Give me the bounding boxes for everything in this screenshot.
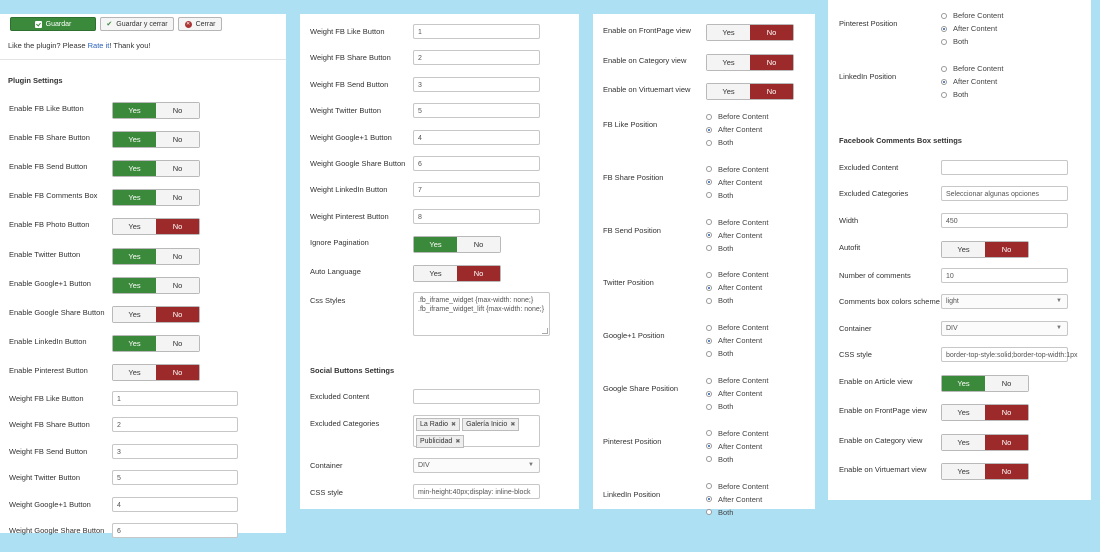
- fb-share-position-radio-group: [706, 163, 768, 202]
- enable-on-virtuemart-view-toggle[interactable]: [941, 463, 1029, 480]
- radio-label: After Content: [718, 494, 763, 504]
- radio-option[interactable]: [706, 281, 768, 294]
- weight-google-share-button-input[interactable]: 6: [413, 156, 540, 171]
- excluded-content-label: Excluded Content: [310, 392, 370, 401]
- ignore-pagination-toggle[interactable]: [413, 236, 501, 253]
- yes-option[interactable]: Yes: [113, 132, 156, 147]
- enable-twitter-button-toggle[interactable]: [112, 248, 200, 265]
- autofit-toggle[interactable]: [941, 241, 1029, 258]
- enable-fb-share-button-toggle[interactable]: [112, 131, 200, 148]
- yes-option[interactable]: Yes: [113, 307, 156, 322]
- yes-option[interactable]: Yes: [942, 405, 985, 420]
- google-1-position-radio-group: [706, 321, 768, 360]
- radio-icon[interactable]: [706, 298, 712, 304]
- no-option[interactable]: No: [750, 55, 793, 70]
- radio-option[interactable]: [706, 189, 768, 202]
- yes-option[interactable]: Yes: [113, 190, 156, 205]
- yes-option[interactable]: Yes: [113, 365, 156, 380]
- no-option[interactable]: No: [985, 376, 1028, 391]
- no-option[interactable]: No: [156, 336, 199, 351]
- enable-on-frontpage-view-label: Enable on FrontPage view: [839, 406, 927, 416]
- radio-option[interactable]: [941, 22, 1003, 35]
- radio-label: Both: [718, 243, 734, 253]
- enable-google-share-button-toggle[interactable]: [112, 306, 200, 323]
- pinterest-position-radio-group: [941, 9, 1003, 48]
- excluded-categories-multiselect[interactable]: [413, 415, 540, 447]
- radio-label: Both: [718, 454, 734, 464]
- weight-pinterest-button-input[interactable]: 8: [413, 209, 540, 224]
- number-of-comments-input[interactable]: 10: [941, 268, 1068, 283]
- weight-pinterest-button-label: Weight Pinterest Button: [310, 211, 389, 221]
- radio-icon[interactable]: [706, 351, 712, 357]
- radio-option[interactable]: [706, 387, 768, 400]
- enable-fb-share-button-label: Enable FB Share Button: [9, 133, 90, 143]
- excluded-categories-label: Excluded Categories: [310, 419, 380, 428]
- fb-like-position-radio-group: [706, 110, 768, 149]
- remove-tag-icon[interactable]: ✖: [510, 422, 516, 428]
- radio-option[interactable]: [706, 400, 768, 413]
- radio-label: After Content: [718, 389, 763, 398]
- close-button[interactable]: ✕ Cerrar: [178, 17, 222, 31]
- radio-label: Before Content: [953, 11, 1004, 20]
- radio-option[interactable]: [706, 136, 768, 149]
- enable-on-virtuemart-view-toggle[interactable]: [706, 83, 794, 100]
- radio-option[interactable]: [706, 294, 768, 307]
- enable-fb-like-button-toggle[interactable]: [112, 102, 200, 119]
- divider: [0, 59, 286, 60]
- radio-option[interactable]: [706, 493, 768, 506]
- yes-option[interactable]: Yes: [414, 237, 457, 252]
- enable-fb-photo-button-toggle[interactable]: [112, 218, 200, 235]
- weight-fb-share-button-input[interactable]: 2: [413, 50, 540, 65]
- dropdown-arrow-icon: ▼: [528, 462, 534, 468]
- enable-on-frontpage-view-toggle[interactable]: [941, 404, 1029, 421]
- radio-label: Before Content: [718, 481, 769, 491]
- check-icon: ✔: [106, 21, 113, 28]
- radio-option[interactable]: [706, 506, 768, 519]
- no-option[interactable]: No: [156, 190, 199, 205]
- weight-twitter-button-label: Weight Twitter Button: [310, 106, 382, 116]
- radio-icon[interactable]: [941, 66, 947, 72]
- category-tag: [462, 418, 519, 431]
- radio-option[interactable]: [941, 9, 1003, 22]
- enable-google-share-button-label: Enable Google Share Button: [9, 307, 105, 317]
- weight-google-1-button-label: Weight Google+1 Button: [310, 132, 392, 142]
- radio-icon[interactable]: [706, 456, 712, 462]
- radio-icon[interactable]: [706, 430, 712, 436]
- weight-fb-like-button-input[interactable]: 1: [413, 24, 540, 39]
- width-input[interactable]: 450: [941, 213, 1068, 228]
- radio-icon[interactable]: [706, 378, 712, 384]
- radio-icon[interactable]: [706, 245, 712, 251]
- radio-icon[interactable]: [706, 232, 712, 238]
- radio-label: Before Content: [718, 376, 769, 385]
- yes-option[interactable]: Yes: [113, 249, 156, 264]
- radio-option[interactable]: [706, 216, 768, 229]
- dropdown-arrow-icon: ▼: [1056, 298, 1062, 304]
- no-option[interactable]: No: [156, 103, 199, 118]
- no-option[interactable]: No: [156, 219, 199, 234]
- enable-on-category-view-toggle[interactable]: [941, 434, 1029, 451]
- container-label: Container: [310, 461, 343, 470]
- rate-note: Like the plugin? Please Rate it! Thank you!: [8, 41, 151, 50]
- yes-option[interactable]: Yes: [707, 55, 750, 70]
- weight-fb-like-button-label: Weight FB Like Button: [9, 394, 84, 403]
- twitter-position-label: Twitter Position: [603, 278, 654, 288]
- radio-option[interactable]: [706, 110, 768, 123]
- no-option[interactable]: No: [985, 405, 1028, 420]
- radio-icon[interactable]: [706, 285, 712, 291]
- pinterest-position-radio-group: [706, 427, 768, 466]
- yes-option[interactable]: Yes: [707, 25, 750, 40]
- radio-label: After Content: [718, 230, 763, 240]
- tag-label: La Radio: [420, 421, 449, 428]
- radio-icon[interactable]: [706, 509, 712, 515]
- enable-on-frontpage-view-label: Enable on FrontPage view: [603, 26, 691, 35]
- radio-label: Both: [953, 37, 969, 46]
- radio-label: Before Content: [718, 428, 769, 438]
- enable-twitter-button-label: Enable Twitter Button: [9, 249, 81, 259]
- no-option[interactable]: No: [750, 25, 793, 40]
- yes-option[interactable]: Yes: [707, 84, 750, 99]
- radio-option[interactable]: [706, 480, 768, 493]
- css-styles-textarea[interactable]: .fb_iframe_widget {max-width: none;} .fb_iframe_widget_lift {max-width: none;}: [413, 292, 550, 336]
- radio-option[interactable]: [941, 35, 1003, 48]
- pinterest-position-label: Pinterest Position: [603, 436, 662, 446]
- dropdown-arrow-icon: ▼: [1056, 325, 1062, 331]
- radio-label: Both: [718, 507, 734, 517]
- radio-option[interactable]: [706, 427, 768, 440]
- weight-fb-like-button-input[interactable]: 1: [112, 391, 238, 406]
- enable-on-virtuemart-view-label: Enable on Virtuemart view: [603, 85, 691, 94]
- fb-like-position-label: FB Like Position: [603, 120, 658, 129]
- google-share-position-label: Google Share Position: [603, 384, 679, 393]
- enable-on-category-view-label: Enable on Category view: [839, 435, 923, 445]
- radio-icon[interactable]: [706, 483, 712, 489]
- radio-label: Both: [718, 402, 734, 411]
- google-1-position-label: Google+1 Position: [603, 331, 665, 341]
- container-select[interactable]: DIV ▼: [941, 321, 1068, 336]
- excluded-content-input[interactable]: [941, 160, 1068, 175]
- css-style-input[interactable]: border-top-style:solid;border-top-width:1px: [941, 347, 1068, 362]
- tag-label: Galería Inicio: [466, 421, 508, 428]
- remove-tag-icon[interactable]: ✖: [455, 439, 461, 445]
- radio-option[interactable]: [706, 334, 768, 347]
- linkedin-position-label: LinkedIn Position: [603, 489, 661, 499]
- css-style-input[interactable]: min-height:40px;display: inline-block: [413, 484, 540, 499]
- radio-option[interactable]: [706, 176, 768, 189]
- radio-icon[interactable]: [941, 39, 947, 45]
- radio-icon[interactable]: [941, 26, 947, 32]
- rate-link[interactable]: Rate it: [87, 41, 110, 50]
- radio-icon[interactable]: [706, 166, 712, 172]
- enable-fb-photo-button-label: Enable FB Photo Button: [9, 220, 90, 230]
- weight-google-1-button-input[interactable]: 4: [413, 130, 540, 145]
- no-option[interactable]: No: [156, 278, 199, 293]
- radio-icon[interactable]: [706, 127, 712, 133]
- number-of-comments-label: Number of comments: [839, 271, 911, 280]
- radio-option[interactable]: [706, 453, 768, 466]
- social-buttons-title: Social Buttons Settings: [310, 366, 395, 375]
- no-option[interactable]: No: [457, 237, 500, 252]
- radio-option[interactable]: [706, 229, 768, 242]
- radio-option[interactable]: [706, 163, 768, 176]
- section-title: Plugin Settings: [8, 76, 63, 85]
- colors-scheme-label: Comments box colors scheme: [839, 297, 940, 306]
- excluded-content-label: Excluded Content: [839, 163, 899, 172]
- width-label: Width: [839, 216, 859, 225]
- css-style-label: CSS style: [839, 350, 872, 359]
- linkedin-position-label: LinkedIn Position: [839, 72, 897, 81]
- radio-icon[interactable]: [941, 79, 947, 85]
- radio-option[interactable]: [706, 123, 768, 136]
- radio-icon[interactable]: [706, 496, 712, 502]
- close-icon: ✕: [185, 20, 191, 27]
- radio-option[interactable]: [706, 374, 768, 387]
- no-option[interactable]: No: [156, 249, 199, 264]
- enable-on-category-view-label: Enable on Category view: [603, 55, 687, 65]
- weight-fb-send-button-input[interactable]: 3: [112, 444, 238, 459]
- weight-twitter-button-input[interactable]: 5: [413, 103, 540, 118]
- excluded-categories-input[interactable]: Seleccionar algunas opciones: [941, 186, 1068, 201]
- enable-fb-send-button-label: Enable FB Send Button: [9, 162, 88, 172]
- radio-label: Both: [718, 190, 734, 200]
- save-close-button[interactable]: ✔ Guardar y cerrar: [100, 17, 174, 31]
- fb-send-position-radio-group: [706, 216, 768, 255]
- no-option[interactable]: No: [156, 161, 199, 176]
- plugin-settings-panel: [0, 14, 286, 533]
- weight-google-share-button-input[interactable]: 6: [112, 523, 238, 538]
- no-option[interactable]: No: [156, 307, 199, 322]
- weight-linkedin-button-input[interactable]: 7: [413, 182, 540, 197]
- weight-fb-share-button-label: Weight FB Share Button: [310, 53, 391, 63]
- comments-box-panel: [828, 0, 1091, 500]
- ignore-pagination-label: Ignore Pagination: [310, 238, 369, 247]
- css-styles-label: Css Styles: [310, 296, 346, 305]
- yes-option[interactable]: Yes: [113, 336, 156, 351]
- radio-option[interactable]: [941, 75, 1003, 88]
- yes-option[interactable]: Yes: [942, 242, 985, 257]
- linkedin-position-radio-group: [941, 62, 1003, 101]
- radio-label: Both: [718, 349, 734, 359]
- yes-option[interactable]: Yes: [113, 278, 156, 293]
- radio-label: After Content: [953, 24, 998, 33]
- yes-option[interactable]: Yes: [414, 266, 457, 281]
- linkedin-position-radio-group: [706, 480, 768, 519]
- weight-fb-like-button-label: Weight FB Like Button: [310, 27, 385, 36]
- weight-fb-share-button-input[interactable]: 2: [112, 417, 238, 432]
- no-option[interactable]: No: [985, 435, 1028, 450]
- radio-icon[interactable]: [706, 404, 712, 410]
- excluded-content-input[interactable]: [413, 389, 540, 404]
- radio-option[interactable]: [706, 347, 768, 360]
- save-icon: [35, 21, 42, 28]
- fb-comments-title: Facebook Comments Box settings: [839, 136, 962, 145]
- save-button[interactable]: Guardar: [10, 17, 96, 31]
- radio-icon[interactable]: [706, 443, 712, 449]
- radio-option[interactable]: [941, 62, 1003, 75]
- radio-label: Both: [718, 296, 734, 306]
- remove-tag-icon[interactable]: ✖: [451, 422, 457, 428]
- auto-language-label: Auto Language: [310, 267, 361, 276]
- no-option[interactable]: No: [985, 464, 1028, 479]
- radio-icon[interactable]: [706, 272, 712, 278]
- autofit-label: Autofit: [839, 243, 861, 252]
- yes-option[interactable]: Yes: [113, 161, 156, 176]
- enable-fb-like-button-label: Enable FB Like Button: [9, 104, 84, 113]
- enable-fb-comments-box-label: Enable FB Comments Box: [9, 191, 98, 201]
- no-option[interactable]: No: [985, 242, 1028, 257]
- radio-option[interactable]: [706, 242, 768, 255]
- category-tag: [416, 435, 464, 448]
- radio-label: Both: [953, 90, 969, 99]
- yes-option[interactable]: Yes: [942, 376, 985, 391]
- no-option[interactable]: No: [156, 132, 199, 147]
- yes-option[interactable]: Yes: [113, 219, 156, 234]
- weight-fb-send-button-input[interactable]: 3: [413, 77, 540, 92]
- weight-fb-send-button-label: Weight FB Send Button: [9, 446, 88, 456]
- weight-google-share-button-label: Weight Google Share Button: [9, 526, 105, 535]
- weight-fb-send-button-label: Weight FB Send Button: [310, 79, 389, 89]
- radio-icon[interactable]: [706, 391, 712, 397]
- enable-linkedin-button-toggle[interactable]: [112, 335, 200, 352]
- radio-icon[interactable]: [706, 325, 712, 331]
- yes-option[interactable]: Yes: [113, 103, 156, 118]
- radio-icon[interactable]: [706, 192, 712, 198]
- pinterest-position-label: Pinterest Position: [839, 19, 898, 28]
- weights-panel: [300, 14, 579, 509]
- enable-pinterest-button-label: Enable Pinterest Button: [9, 365, 88, 375]
- colors-scheme-select[interactable]: light ▼: [941, 294, 1068, 309]
- fb-share-position-label: FB Share Position: [603, 172, 664, 182]
- radio-icon[interactable]: [706, 179, 712, 185]
- enable-pinterest-button-toggle[interactable]: [112, 364, 200, 381]
- radio-label: After Content: [953, 77, 998, 86]
- radio-option[interactable]: [941, 88, 1003, 101]
- radio-icon[interactable]: [941, 92, 947, 98]
- twitter-position-radio-group: [706, 268, 768, 307]
- radio-label: Both: [718, 138, 734, 147]
- radio-label: After Content: [718, 336, 763, 346]
- enable-on-category-view-toggle[interactable]: [706, 54, 794, 71]
- excluded-categories-label: Excluded Categories: [839, 189, 909, 198]
- radio-option[interactable]: [706, 268, 768, 281]
- enable-fb-send-button-toggle[interactable]: [112, 160, 200, 177]
- radio-label: Before Content: [718, 323, 769, 333]
- auto-language-toggle[interactable]: [413, 265, 501, 282]
- enable-on-article-view-toggle[interactable]: [941, 375, 1029, 392]
- enable-google-1-button-toggle[interactable]: [112, 277, 200, 294]
- resize-grip-icon[interactable]: [542, 328, 548, 334]
- radio-icon[interactable]: [706, 140, 712, 146]
- container-select[interactable]: DIV ▼: [413, 458, 540, 473]
- enable-google-1-button-label: Enable Google+1 Button: [9, 278, 91, 288]
- radio-option[interactable]: [706, 440, 768, 453]
- radio-label: Before Content: [718, 217, 769, 227]
- radio-label: After Content: [718, 441, 763, 451]
- radio-label: After Content: [718, 283, 763, 293]
- enable-on-frontpage-view-toggle[interactable]: [706, 24, 794, 41]
- radio-icon[interactable]: [706, 114, 712, 120]
- weight-google-1-button-label: Weight Google+1 Button: [9, 499, 91, 509]
- positions-panel: [593, 14, 815, 517]
- weight-google-share-button-label: Weight Google Share Button: [310, 159, 406, 168]
- radio-label: After Content: [718, 177, 763, 187]
- radio-label: Before Content: [953, 64, 1004, 73]
- enable-fb-comments-box-toggle[interactable]: [112, 189, 200, 206]
- no-option[interactable]: No: [750, 84, 793, 99]
- enable-linkedin-button-label: Enable LinkedIn Button: [9, 336, 87, 346]
- weight-linkedin-button-label: Weight LinkedIn Button: [310, 185, 388, 195]
- weight-google-1-button-input[interactable]: 4: [112, 497, 238, 512]
- radio-icon[interactable]: [706, 219, 712, 225]
- fb-send-position-label: FB Send Position: [603, 225, 661, 235]
- enable-on-virtuemart-view-label: Enable on Virtuemart view: [839, 464, 927, 474]
- radio-label: Before Content: [718, 112, 769, 121]
- enable-on-article-view-label: Enable on Article view: [839, 377, 913, 386]
- weight-twitter-button-input[interactable]: 5: [112, 470, 238, 485]
- radio-label: Before Content: [718, 270, 769, 280]
- radio-label: After Content: [718, 125, 763, 134]
- css-style-label: CSS style: [310, 488, 343, 497]
- tag-label: Publicidad: [420, 438, 453, 445]
- radio-label: Before Content: [718, 164, 769, 174]
- yes-option[interactable]: Yes: [942, 464, 985, 479]
- google-share-position-radio-group: [706, 374, 768, 413]
- radio-icon[interactable]: [706, 338, 712, 344]
- yes-option[interactable]: Yes: [942, 435, 985, 450]
- weight-fb-share-button-label: Weight FB Share Button: [9, 420, 90, 430]
- no-option[interactable]: No: [457, 266, 500, 281]
- category-tag: [416, 418, 460, 431]
- weight-twitter-button-label: Weight Twitter Button: [9, 473, 81, 483]
- no-option[interactable]: No: [156, 365, 199, 380]
- radio-option[interactable]: [706, 321, 768, 334]
- container-label: Container: [839, 324, 872, 333]
- radio-icon[interactable]: [941, 13, 947, 19]
